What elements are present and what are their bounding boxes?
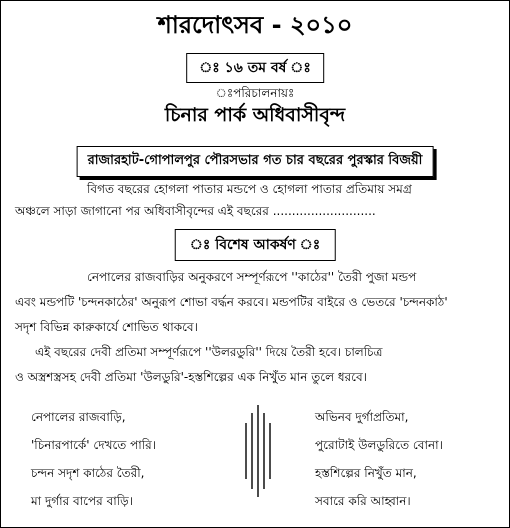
award-banner: রাজারহাট-গোপালপুর পৌরসভার গত চার বছরের পুরস্কার বিজয়ী [77,146,434,177]
poem-line: সবারে করি আহ্বান। [315,494,411,508]
poem-line: মা দুর্গার বাপের বাড়ি। [31,494,134,508]
intro-line-1: বিগত বছরের হোগলা পাতার মন্ডপে ও হোগলা পাতার প্রতিমায় সমগ্র [87,182,412,196]
special-para2-line-1: এই বছরের দেবী প্রতিমা সম্পূর্ণরূপে ''উলরডুরি'' দিয়ে তৈরী হবে। চালচিত্র [35,345,383,359]
special-para1-line-1: নেপালের রাজবাড়ির অনুকরণে সম্পূর্ণরূপে ''কাঠের'' তৈরী পুজা মন্ডপ [87,270,417,284]
page-title: শারদোৎসব - ২০১০ [157,11,353,39]
poem-line: পুরোটাই উলডুরিতে বোনা। [315,438,443,452]
poem-line: হস্তশিল্পের নিখুঁত মান, [315,466,417,480]
year-badge: ঃ ১৬ তম বর্ষ ঃ [186,53,324,83]
decorative-divider [241,405,275,497]
organizer-name: চিনার পার্ক অধিবাসীবৃন্দ [164,104,346,126]
poem-line: নেপালের রাজবাড়ি, [31,410,126,424]
special-para2-line-2: ও অস্ত্রশস্ত্রসহ দেবী প্রতিমা 'উলডুরি'-হস্তশিল্পের এক নিখুঁত মান তুলে ধরবে। [15,370,367,384]
poem-line: 'চিনারপার্কে' দেখতে পারি। [31,438,157,452]
poem-right-column [315,403,443,515]
special-attraction-heading: ঃ বিশেষ আকর্ষণ ঃ [175,229,336,261]
poem-left-column [31,403,156,515]
poem-line: অভিনব দুর্গাপ্রতিমা, [315,410,409,424]
poem-line: চন্দন সদৃশ কাঠের তৈরী, [31,466,145,480]
intro-line-2: অঞ্চলে সাড়া জাগানো পর অধিবাসীবৃন্দের এই বছরের ........................... [15,204,376,218]
organizer-lead-label: ঃপরিচালনায়ঃ [215,86,295,100]
special-para1-line-2: এবং মন্ডপটি 'চন্দনকাঠের' অনুরূপ শোভা বর্দ্ধন করবে। মন্ডপটির বাইরে ও ভেতরে 'চন্দনকাঠ' [15,295,448,309]
special-para1-line-3: সদৃশ বিভিন্ন কারুকার্যে শোভিত থাকবে। [15,320,198,334]
